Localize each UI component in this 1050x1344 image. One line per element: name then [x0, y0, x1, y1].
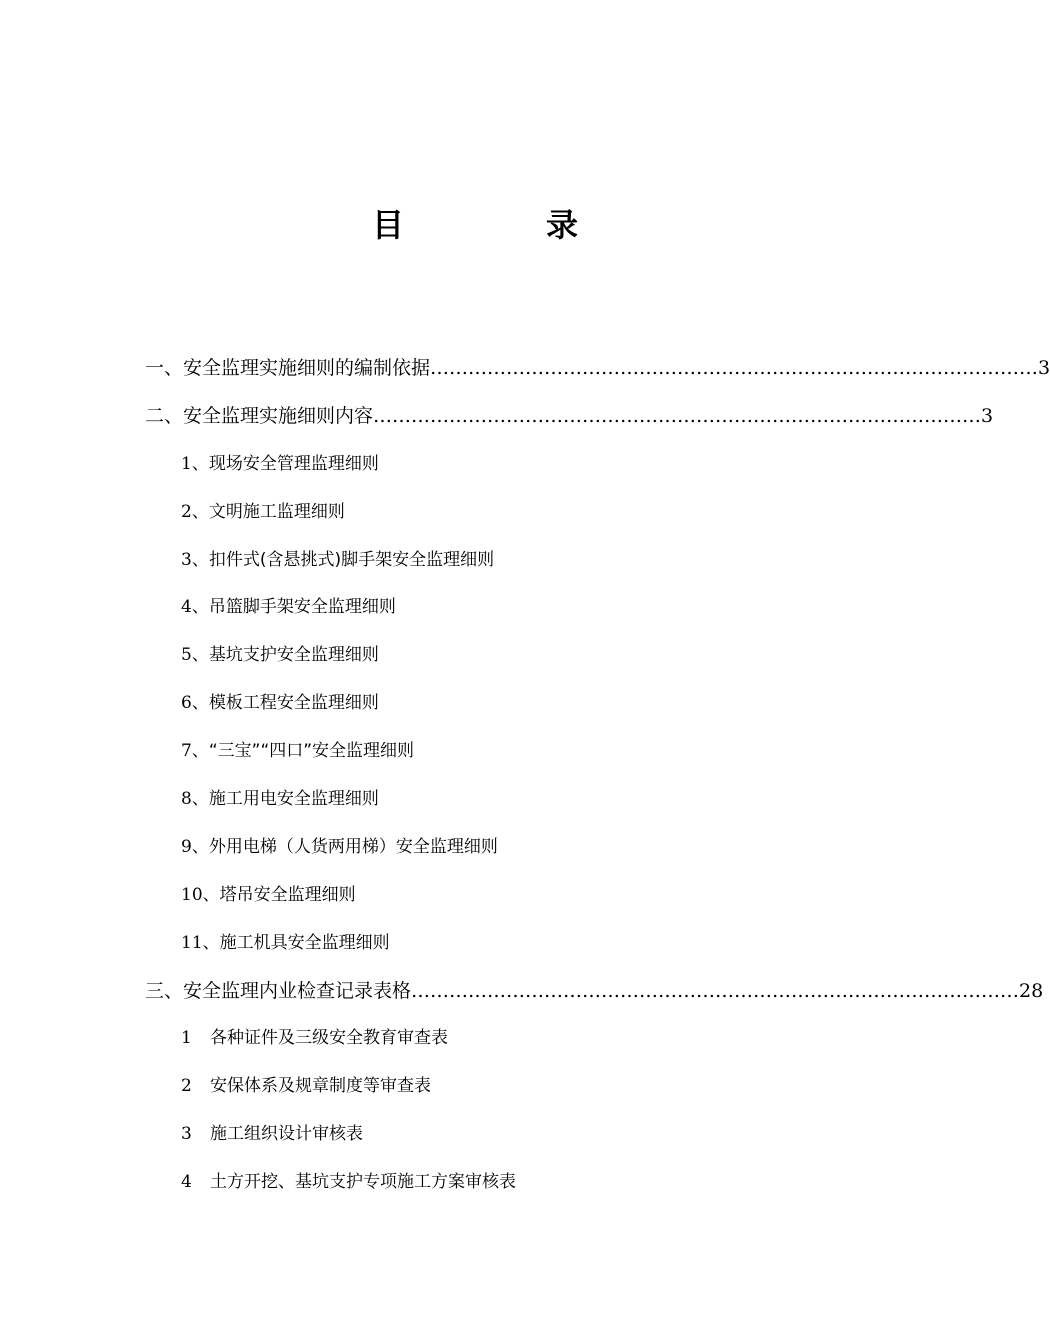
toc-sub-number: 4、 — [181, 597, 209, 617]
toc-sub-entry[interactable] — [181, 832, 781, 862]
toc-table-entry[interactable] — [181, 1119, 781, 1149]
toc-entry-label: 一、安全监理实施细则的编制依据 — [145, 357, 431, 379]
toc-sub-label: 外用电梯（人货两用梯）安全监理细则 — [208, 837, 498, 857]
title-char-1: 目 — [372, 206, 405, 244]
toc-entry-main-1[interactable] — [145, 353, 1050, 383]
toc-leader-dots: …………………………………………………………………………………… — [373, 405, 982, 427]
toc-sub-number: 3、 — [181, 550, 209, 570]
toc-table-number: 1 — [181, 1028, 192, 1048]
toc-table-entry[interactable] — [181, 1167, 781, 1197]
toc-title — [0, 200, 950, 244]
toc-entry-main-2[interactable] — [145, 401, 994, 431]
toc-sub-number: 2、 — [181, 502, 209, 522]
toc-sub-label: 吊篮脚手架安全监理细则 — [208, 597, 396, 617]
toc-sub-number: 9、 — [181, 837, 209, 857]
toc-page-number: 28 — [1019, 980, 1044, 1002]
toc-sub-number: 8、 — [181, 789, 209, 809]
toc-sub-label: 文明施工监理细则 — [208, 502, 345, 522]
toc-leader-dots: …………………………………………………………………………………… — [430, 357, 1039, 379]
toc-sub-label: 塔吊安全监理细则 — [219, 885, 356, 905]
toc-sub-entry[interactable] — [181, 928, 781, 958]
toc-table-label: 施工组织设计审核表 — [210, 1124, 363, 1144]
toc-sub-number: 1、 — [181, 454, 209, 474]
toc-sub-entry[interactable] — [181, 640, 781, 670]
toc-table-number: 2 — [181, 1076, 192, 1096]
toc-sub-label: 施工用电安全监理细则 — [208, 789, 379, 809]
toc-sub-label: 现场安全管理监理细则 — [208, 454, 379, 474]
toc-table-label: 安保体系及规章制度等审查表 — [210, 1076, 431, 1096]
toc-sub-entry[interactable] — [181, 736, 781, 766]
toc-table-number: 3 — [181, 1124, 192, 1144]
toc-sub-number: 11、 — [181, 933, 220, 953]
toc-sub-number: 7、 — [181, 741, 209, 761]
toc-sub-number: 10、 — [181, 885, 220, 905]
toc-table-entry[interactable] — [181, 1071, 781, 1101]
toc-table-number: 4 — [181, 1172, 192, 1192]
toc-entry-label: 二、安全监理实施细则内容 — [145, 405, 374, 427]
toc-sub-entry[interactable] — [181, 592, 781, 622]
toc-page-number: 3 — [981, 405, 994, 427]
toc-sub-entry[interactable] — [181, 545, 781, 575]
title-char-2: 录 — [546, 206, 579, 244]
toc-sub-entry[interactable] — [181, 784, 781, 814]
toc-sub-label: 基坑支护安全监理细则 — [208, 645, 379, 665]
toc-sub-label: 施工机具安全监理细则 — [219, 933, 390, 953]
toc-sub-label: 扣件式(含悬挑式)脚手架安全监理细则 — [208, 550, 495, 570]
toc-leader-dots: …………………………………………………………………………………… — [411, 980, 1020, 1002]
toc-table-label: 各种证件及三级安全教育审查表 — [210, 1028, 448, 1048]
toc-sub-entry[interactable] — [181, 449, 781, 479]
toc-sub-label: 模板工程安全监理细则 — [208, 693, 379, 713]
toc-entry-main-3[interactable] — [145, 976, 1044, 1006]
toc-sub-entry[interactable] — [181, 497, 781, 527]
toc-sub-entry[interactable] — [181, 688, 781, 718]
toc-page-number: 3 — [1038, 357, 1050, 379]
toc-table-entry[interactable] — [181, 1023, 781, 1053]
toc-entry-label: 三、安全监理内业检查记录表格 — [145, 980, 412, 1002]
toc-sub-number: 6、 — [181, 693, 209, 713]
toc-table-label: 土方开挖、基坑支护专项施工方案审核表 — [210, 1172, 516, 1192]
toc-sub-label: “三宝”“四口”安全监理细则 — [208, 741, 415, 761]
toc-sub-entry[interactable] — [181, 880, 781, 910]
toc-sub-number: 5、 — [181, 645, 209, 665]
